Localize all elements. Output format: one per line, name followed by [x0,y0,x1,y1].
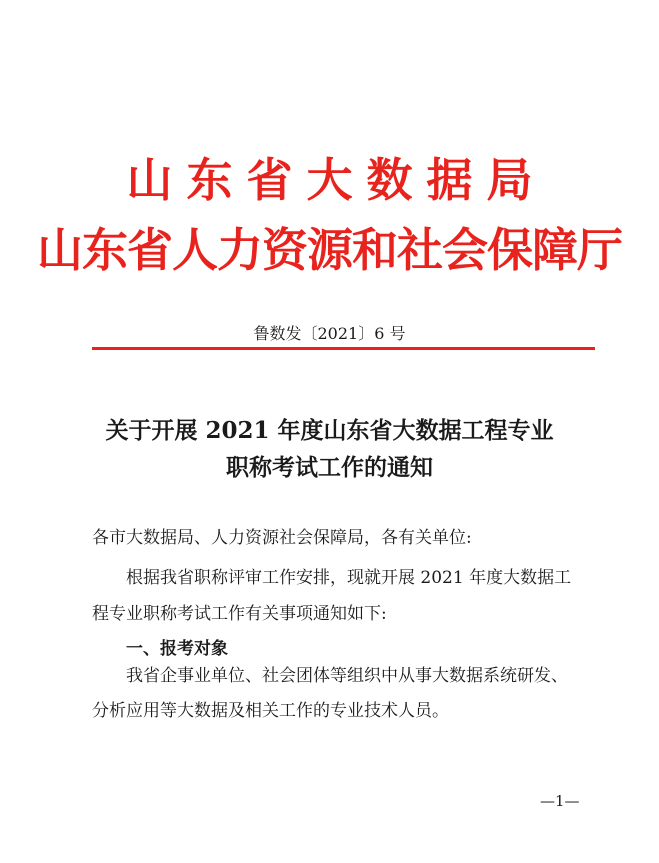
document-number: 鲁数发〔2021〕6 号 [253,324,406,343]
issuing-org-2: 山东省人力资源和社会保障厅 [37,223,622,277]
red-divider-line [92,347,595,350]
section-1-heading: 一、报考对象 [126,639,228,659]
paragraph-2-line-1: 我省企事业单位、社会团体等组织中从事大数据系统研发、 [126,666,568,686]
paragraph-1-line-1: 根据我省职称评审工作安排，现就开展 2021 年度大数据工 [126,568,572,588]
issuing-org-1: 山东省大数据局 [126,153,547,207]
paragraph-1-line-2: 程专业职称考试工作有关事项通知如下: [92,604,387,624]
page-number: —1— [540,792,580,810]
salutation: 各市大数据局、人力资源社会保障局，各有关单位: [92,528,472,548]
document-title-line-1: 关于开展 2021 年度山东省大数据工程专业 [105,417,554,444]
document-title-line-2: 职称考试工作的通知 [226,454,433,481]
paragraph-2-line-2: 分析应用等大数据及相关工作的专业技术人员。 [92,701,449,721]
